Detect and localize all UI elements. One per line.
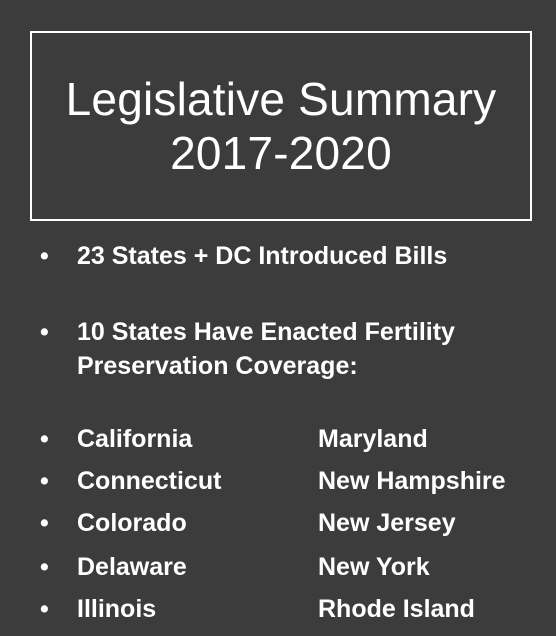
title-line-1: Legislative Summary: [65, 73, 497, 125]
bullet-icon: •: [40, 318, 49, 346]
state-left: California: [77, 425, 193, 453]
title-box: [30, 31, 532, 221]
state-right: New Hampshire: [318, 467, 506, 495]
state-right: New Jersey: [318, 509, 456, 537]
state-left: Colorado: [77, 509, 187, 537]
state-right: Maryland: [318, 425, 428, 453]
bullet-icon: •: [40, 553, 49, 581]
bullet-icon: •: [40, 595, 49, 623]
title-line-2: 2017-2020: [170, 127, 392, 179]
summary-text-line-1: 10 States Have Enacted Fertility: [77, 318, 455, 346]
state-left: Illinois: [77, 595, 157, 623]
bullet-icon: •: [40, 467, 49, 495]
state-right: New York: [318, 553, 430, 581]
summary-text: 23 States + DC Introduced Bills: [77, 242, 448, 270]
bullet-icon: •: [40, 425, 49, 453]
state-right: Rhode Island: [318, 595, 475, 623]
bullet-icon: •: [40, 242, 49, 270]
state-left: Delaware: [77, 553, 187, 581]
summary-text-line-2: Preservation Coverage:: [77, 352, 358, 380]
state-left: Connecticut: [77, 467, 222, 495]
bullet-icon: •: [40, 509, 49, 537]
